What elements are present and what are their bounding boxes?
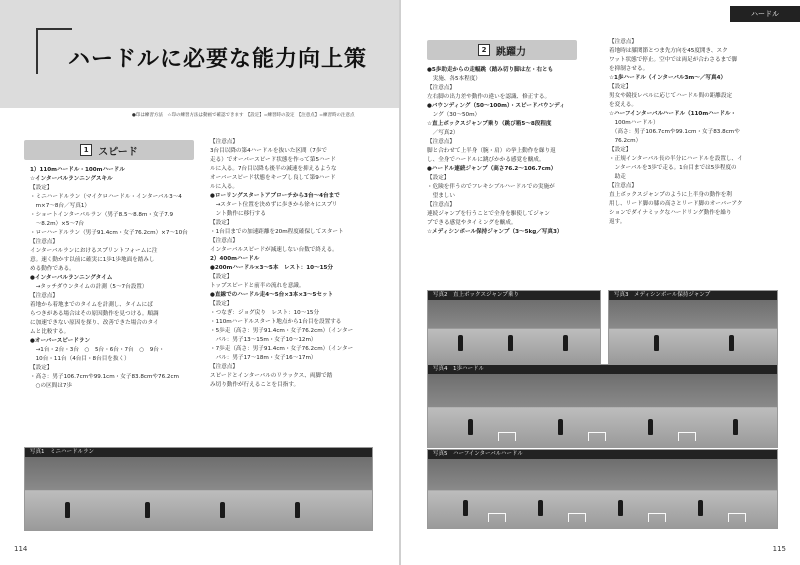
text-line: み切り動作が行えることを目指す。: [210, 382, 300, 388]
text-line: ・つなぎ：ジョグ戻り レスト：10～15分: [210, 310, 320, 316]
athlete-figure: [729, 335, 734, 351]
photo-5: [427, 449, 778, 529]
text-line: ●ローリングスタートアプローチから3台～4台まで: [210, 193, 340, 199]
page-number: 115: [772, 545, 786, 553]
photo-5-label: 写真5 ハーフインターバルハードル: [428, 450, 777, 459]
hurdle: [568, 513, 586, 522]
runner-figure: [145, 502, 150, 518]
text-line: →スタート位置を決めずに歩きから徐々にスプリ: [210, 202, 338, 208]
text-line: 【注意点】: [210, 238, 238, 244]
text-line: ●ハードル連続ジャンプ（高さ76.2～106.7cm）: [427, 166, 557, 172]
text-line: 【設定】: [427, 175, 450, 181]
text-line: ションでダイナミックなハードリング動作を繰り: [609, 210, 732, 216]
photo-3-label: 写真3 メディシンボール保持ジャンプ: [609, 291, 777, 300]
text-line: 左右脚の出力差や動作の違いを認識、修正する。: [427, 94, 551, 100]
text-line: ☆ハーフインターバルハードル（110mハードル・: [609, 111, 737, 117]
legend: ●印は練習方法 ☆印の練習方法は動画で確認できます 【設定】=練習時の設定 【注意点】=練習時の注意点: [132, 113, 355, 118]
text-line: ☆メディシンボール保持ジャンプ（3～5kg／写真3）: [427, 229, 563, 235]
text-line: 【設定】: [210, 274, 233, 280]
text-line: 走る）でオーバースピード状態を作って第5ハード: [210, 157, 336, 163]
text-line: ・危険を伴うのでフレキシブルハードルでの実施が: [427, 184, 555, 190]
text-line: 2）400mハードル: [210, 256, 260, 262]
text-line: ●インターバルランニングタイム: [30, 275, 113, 281]
left-page: [0, 0, 399, 565]
photo-4-label: 写真4 1歩ハードル: [428, 365, 777, 374]
hurdler-figure: [538, 500, 543, 516]
text-line: ●200mハードル×3～5本 レスト：10～15分: [210, 265, 333, 271]
title-band: [0, 0, 399, 108]
title-frame: [36, 28, 368, 86]
text-line: インターバルスピードが減速しない台数で終える。: [210, 247, 338, 253]
text-line: ●オーバースピードラン: [30, 338, 91, 344]
runner-figure: [220, 502, 225, 518]
text-line: 助走: [609, 174, 626, 180]
text-line: 望ましい: [427, 193, 455, 199]
text-line: 【注意点】: [210, 364, 238, 370]
text-line: ・ローハードルラン（男子91.4cm・女子76.2cm）×7～10台: [30, 230, 188, 236]
photo-5-scene: [428, 459, 777, 528]
photo-2-scene: [428, 300, 600, 363]
section-title: 跳躍力: [496, 46, 526, 58]
text-line: ～8.2m）×5～7台: [30, 221, 85, 227]
athlete-figure: [563, 335, 568, 351]
section-number: 2: [478, 44, 490, 56]
photo-3-scene: [609, 300, 777, 363]
text-line: 【注意点】: [427, 202, 455, 208]
text-line: 3台目以降の第4ハードルを抜いた区間（7歩で: [210, 148, 327, 154]
text-line: ●バウンディング（50～100m）・スピードバウンディ: [427, 103, 565, 109]
text-line: 【設定】: [609, 147, 632, 153]
athlete-figure: [508, 335, 513, 351]
text-line: 【設定】: [210, 220, 233, 226]
text-line: 意。速く動かす以前に確実に1歩1歩地面を踏みし: [30, 257, 155, 263]
text-line: ／写真2）: [427, 130, 459, 136]
text-line: 【注意点】: [427, 85, 455, 91]
text-line: ・110mハードルスタート地点から1台目を設置する: [210, 319, 342, 325]
text-line: 【注意点】: [609, 39, 637, 45]
text-line: 【設定】: [30, 185, 53, 191]
text-line: 【注意点】: [427, 139, 455, 145]
hurdle: [588, 432, 606, 441]
text-line: らつきがある場合はその原因動作を見つける。順調: [30, 311, 159, 317]
text-line: ンターバルを3歩で走る。1台目までは5歩程度の: [609, 165, 737, 171]
text-line: ●5歩助走からの走幅跳（踏み切り脚は左・右とも: [427, 67, 554, 73]
text-line: →1台・2台・3台 ○ 5台・6台・7台 ○ 9台・: [30, 347, 165, 353]
right-column-1: [427, 66, 565, 237]
photo-1-label: 写真1 ミニハードルラン: [25, 448, 372, 457]
text-line: 76.2cm）: [609, 138, 642, 144]
text-line: ☆インターバルランニングスキル: [30, 176, 113, 182]
text-line: トップスピードと前半の流れを意識。: [210, 283, 305, 289]
text-line: ●直線でのハードル走4～5台×3本×3～5セット: [210, 292, 334, 298]
section-header-speed: [24, 140, 194, 160]
text-line: ・高さ：男子106.7cmや99.1cm・女子83.8cmや76.2cm: [30, 374, 180, 380]
text-line: 10台・11台（4台目・8台目を抜く）: [30, 356, 130, 362]
page-title: ハードルに必要な能力向上策: [68, 47, 368, 72]
text-line: を抑制させる。: [609, 66, 649, 72]
text-line: 連続ジャンプを行うことで全身を駆使してジャン: [427, 211, 550, 217]
text-line: インターバルランにおけるスプリントフォームに注: [30, 248, 158, 254]
athlete-figure: [458, 335, 463, 351]
text-line: ・ショートインターバルラン（男子8.5～8.8m・女子7.9: [30, 212, 174, 218]
text-line: オーバースピード状態をキープし良して第9ハード: [210, 175, 336, 181]
text-line: m×7～8台／写真1）: [30, 203, 90, 209]
text-line: 【注意点】: [210, 139, 238, 145]
text-line: し、全身でハードルに跳びかかる感覚を醸成。: [427, 157, 545, 163]
hurdler-figure: [558, 419, 563, 435]
right-column-2: [609, 38, 743, 227]
text-line: バル：男子13～15m・女子10～12m）: [210, 337, 317, 343]
text-line: ルに入る。: [210, 184, 238, 190]
text-line: →タッチダウンタイムの計測（5～7台設置）: [30, 284, 148, 290]
hurdle: [648, 513, 666, 522]
text-line: ☆1歩ハードル（インターバル3m～／写真4）: [609, 75, 727, 81]
photo-2: [427, 290, 601, 364]
hurdle: [488, 513, 506, 522]
text-line: 【設定】: [210, 301, 233, 307]
text-line: 100mハードル）: [609, 120, 659, 126]
text-line: プできる感覚やタイミングを醸成。: [427, 220, 517, 226]
text-line: ムと比較する。: [30, 329, 70, 335]
hurdle: [498, 432, 516, 441]
text-line: 実施、各5本程度）: [427, 76, 481, 82]
photo-4-scene: [428, 374, 777, 447]
text-line: 用し、リード脚の膝の高さとリード脚のオーバーアク: [609, 201, 743, 207]
hurdler-figure: [733, 419, 738, 435]
photo-4: [427, 364, 778, 448]
text-line: 着地時は膝関節とつま先方向を45度開き、スク: [609, 48, 728, 54]
text-line: 【注意点】: [609, 183, 637, 189]
text-line: に加速できない原因を探り、改善できた場合のタイ: [30, 320, 159, 326]
left-column-2: [210, 138, 353, 390]
athlete-figure: [654, 335, 659, 351]
hurdler-figure: [468, 419, 473, 435]
text-line: 【注意点】: [30, 293, 58, 299]
text-line: 男女や競技レベルに応じてハードル間の距離設定: [609, 93, 733, 99]
text-line: バル：男子17～18m・女子16～17m）: [210, 355, 317, 361]
text-line: 着地から着地までのタイムを計測し、タイムにば: [30, 302, 153, 308]
text-line: 1）110mハードル・100mハードル: [30, 167, 125, 173]
text-line: ・ミニハードルラン（マイクロハードル・インターバル3～4: [30, 194, 182, 200]
text-line: ワット状態で停止。空中では両足が合わさるまで脚: [609, 57, 738, 63]
text-line: ント動作に移行する: [210, 211, 266, 217]
left-column-1: [30, 166, 188, 391]
page-number: 114: [14, 545, 28, 553]
photo-3: [608, 290, 778, 364]
text-line: ☆直上ボックスジャンプ乗り（跳び箱5～8段程度: [427, 121, 552, 127]
text-line: ○の区間は7歩: [30, 383, 73, 389]
text-line: 【設定】: [609, 84, 632, 90]
hurdler-figure: [648, 419, 653, 435]
runner-figure: [65, 502, 70, 518]
hurdler-figure: [463, 500, 468, 516]
text-line: ング（30～50m）: [427, 112, 481, 118]
section-number: 1: [80, 144, 92, 156]
text-line: める動作である。: [30, 266, 75, 272]
text-line: 【設定】: [30, 365, 53, 371]
runner-figure: [295, 502, 300, 518]
text-line: を変える。: [609, 102, 637, 108]
section-title: スピード: [98, 146, 138, 158]
text-line: ・7歩走（高さ：男子91.4cm・女子76.2cm）（インター: [210, 346, 354, 352]
photo-1-scene: [25, 457, 372, 530]
hurdle: [728, 513, 746, 522]
hurdler-figure: [618, 500, 623, 516]
hurdler-figure: [698, 500, 703, 516]
hurdle: [678, 432, 696, 441]
running-head: ハードル: [730, 6, 800, 22]
text-line: 直上ボックスジャンプのように上半身の動作を利: [609, 192, 732, 198]
text-line: ルに入る。7台目以降も後半の減速を抑えるような: [210, 166, 337, 172]
text-line: 【注意点】: [30, 239, 58, 245]
text-line: ・正規インターバル長の半分にハードルを設置し、イ: [609, 156, 743, 162]
right-page: [401, 0, 800, 565]
text-line: 返す。: [609, 219, 626, 225]
text-line: スピードとインターバルのリラックス、両脚で踏: [210, 373, 333, 379]
text-line: ・1台目までの加速距離を20m程度確保してスタート: [210, 229, 344, 235]
text-line: （高さ：男子106.7cmや99.1cm・女子83.8cmや: [609, 129, 740, 135]
photo-1: [24, 447, 373, 531]
text-line: ・5歩走（高さ：男子91.4cm・女子76.2cm）（インター: [210, 328, 354, 334]
section-header-jump: [427, 40, 577, 60]
photo-2-label: 写真2 直上ボックスジャンプ乗り: [428, 291, 600, 300]
text-line: 脚と合わせて上半身（腕・肩）の挙上動作を繰り返: [427, 148, 556, 154]
